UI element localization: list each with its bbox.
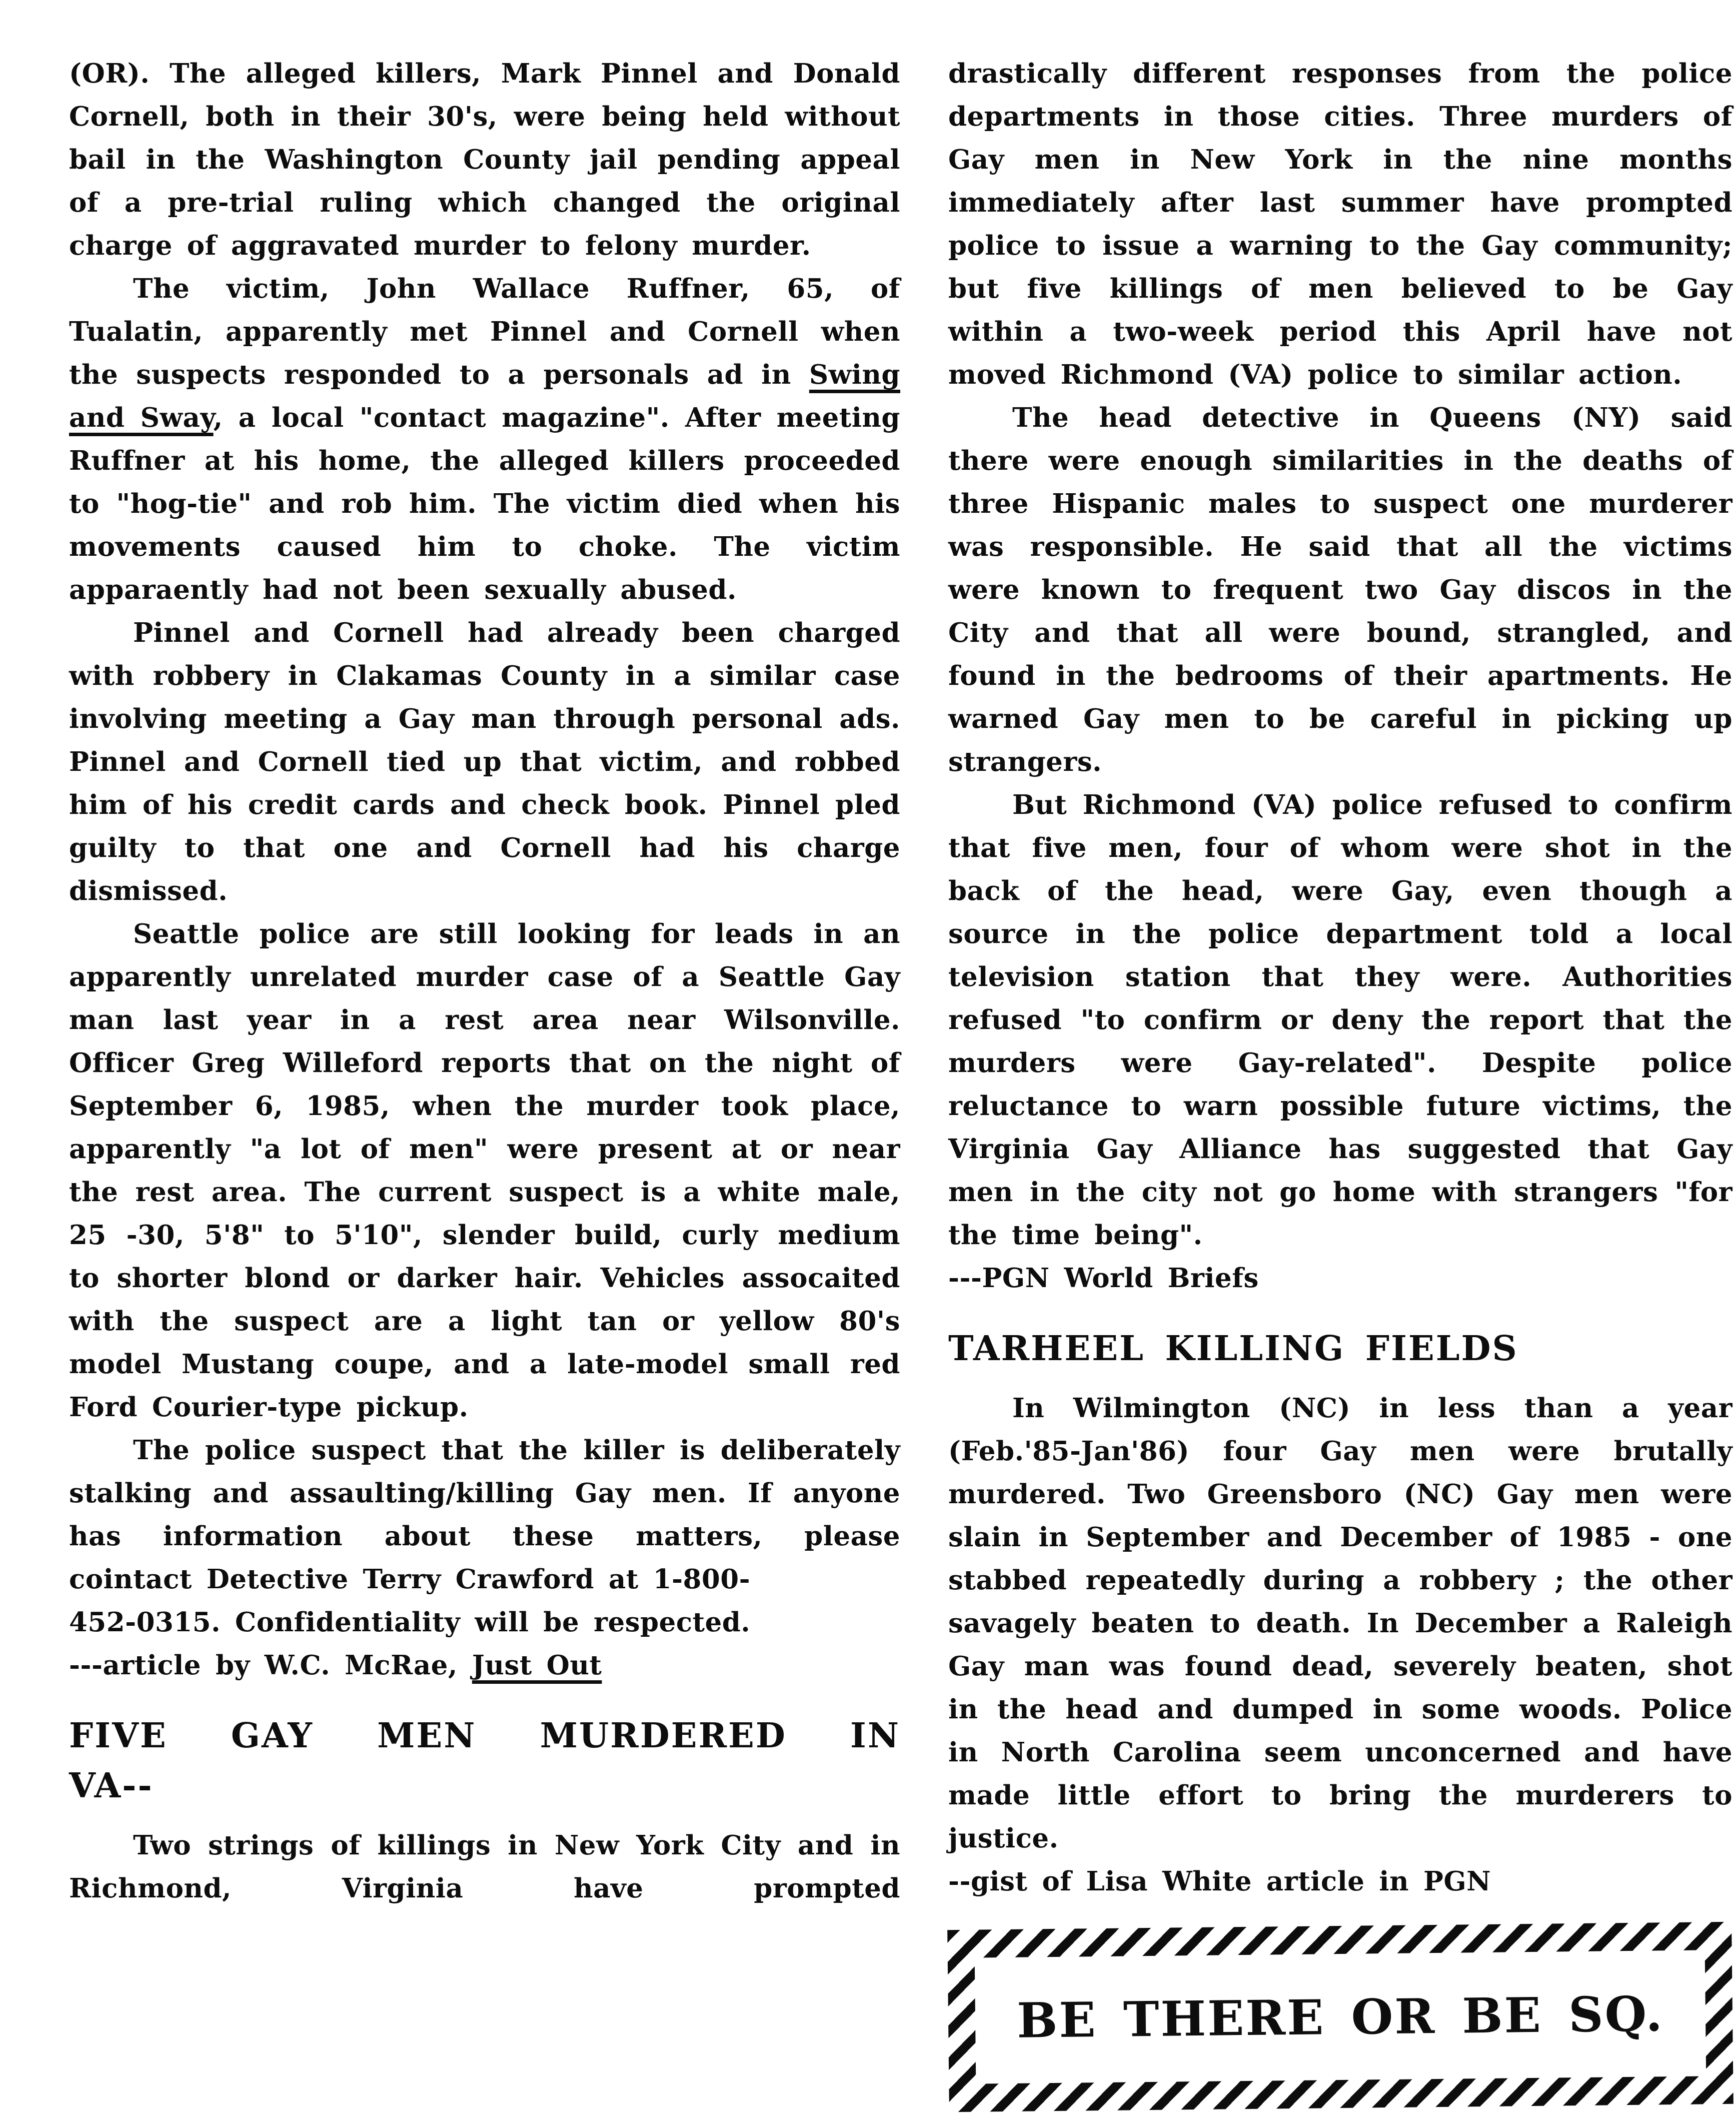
- text-run: The head detective in Queens (NY) said there were enough similarities in the deaths of three Hispanic males to suspect one murderer was responsible. He said that all the victims were known to frequent two Gay discos in the City and that all were bound, strangled, and found in the bedrooms of their apartments. He warned Gay men to be careful in picking up strangers.: [948, 402, 1732, 777]
- paragraph: [69, 1824, 900, 1910]
- text-run: , a local "contact magazine". After meeting Ruffner at his home, the alleged killers proceeded to "hog-tie" and rob him. The victim died when his movements caused him to choke. The victim apparaently had not been sexually abused.: [69, 402, 900, 605]
- paragraph: [69, 1429, 900, 1601]
- underlined-text: Swing and Sway: [69, 359, 900, 433]
- promo-box-text: BE THERE OR BE SQ.: [1016, 1985, 1664, 2049]
- text-run: 452-0315. Confidentiality will be respected.: [69, 1607, 751, 1638]
- text-run: Pinnel and Cornell had already been charged with robbery in Clakamas County in a similar case involving meeting a Gay man through personal ads. Pinnel and Cornell tied up that victim, and robbed him of his credit cards and check book. Pinnel pled guilty to that one and Cornell had his charge dismissed.: [69, 617, 900, 906]
- heading-line: TARHEEL KILLING FIELDS: [948, 1329, 1518, 1369]
- text-run: The victim, John Wallace Ruffner, 65, of Tualatin, apparently met Pinnel and Cornell when the suspects responded to a personals ad in: [69, 273, 900, 390]
- paragraph: [69, 1644, 900, 1687]
- text-run: The police suspect that the killer is deliberately stalking and assaulting/killing Gay men. If anyone has information about these matters, please cointact Detective Terry Crawford at 1-800-: [69, 1435, 900, 1595]
- column-left: [69, 52, 900, 1910]
- text-run: ---PGN World Briefs: [948, 1263, 1259, 1294]
- column-layout: [69, 52, 1736, 2108]
- paragraph: [948, 396, 1732, 783]
- underlined-text: Just Out: [472, 1650, 602, 1681]
- section-heading: [69, 1711, 900, 1811]
- paragraph: [948, 1860, 1732, 1903]
- paragraph: [948, 1387, 1732, 1860]
- paragraph: [69, 912, 900, 1429]
- text-run: But Richmond (VA) police refused to confirm that five men, four of whom were shot in the back of the head, were Gay, even though a source in the police department told a local television station that they were. Authorities refused "to confirm or deny the report that the murders were Gay-related". Despite police reluctance to warn possible future victims, the Virginia Gay Alliance has suggested that Gay men in the city not go home with strangers "for the time being".: [948, 789, 1732, 1251]
- paragraph: [69, 611, 900, 912]
- text-run: drastically different responses from the police departments in those cities. Three murders of Gay men in New York in the nine months immediately after last summer have prompted police to issue a warning to the Gay community; but five killings of men believed to be Gay within a two-week period this April have not moved Richmond (VA) police to similar action.: [948, 58, 1732, 390]
- paragraph: [69, 1601, 900, 1644]
- text-run: (OR). The alleged killers, Mark Pinnel and Donald Cornell, both in their 30's, were being held without bail in the Washington County jail pending appeal of a pre-trial ruling which changed the original charge of aggravated murder to felony murder.: [69, 58, 900, 261]
- paragraph: [69, 267, 900, 611]
- text-run: --gist of Lisa White article in PGN: [948, 1866, 1491, 1897]
- paragraph: [69, 52, 900, 267]
- heading-line: FIVE GAY MEN MURDERED IN: [69, 1716, 900, 1756]
- paragraph: [948, 783, 1732, 1257]
- text-run: In Wilmington (NC) in less than a year (Feb.'85-Jan'86) four Gay men were brutally murdered. Two Greensboro (NC) Gay men were slain in September and December of 1985 - one stabbed repeatedly during a robbery ; the other savagely beaten to death. In December a Raleigh Gay man was found dead, severely beaten, shot in the head and dumped in some woods. Police in North Carolina seem unconcerned and have made little effort to bring the murderers to justice.: [948, 1393, 1732, 1854]
- paragraph: [948, 1257, 1732, 1300]
- text-run: ---article by W.C. McRae,: [69, 1650, 472, 1681]
- promo-box: [947, 1922, 1733, 2112]
- column-right: [948, 52, 1732, 2108]
- text-run: Seattle police are still looking for leads in an apparently unrelated murder case of a Seattle Gay man last year in a rest area near Wilsonville. Officer Greg Willeford reports that on the night of September 6, 1985, when the murder took place, apparently "a lot of men" were present at or near the rest area. The current suspect is a white male, 25 -30, 5'8" to 5'10", slender build, curly medium to shorter blond or darker hair. Vehicles assocaited with the suspect are a light tan or yellow 80's model Mustang coupe, and a late-model small red Ford Courier-type pickup.: [69, 918, 900, 1423]
- text-run: Two strings of killings in New York City and in Richmond, Virginia have prompted: [69, 1830, 900, 1904]
- paragraph: [948, 52, 1732, 396]
- promo-box-inner: [975, 1950, 1706, 2083]
- section-heading: [948, 1324, 1732, 1374]
- heading-line: VA--: [69, 1766, 154, 1806]
